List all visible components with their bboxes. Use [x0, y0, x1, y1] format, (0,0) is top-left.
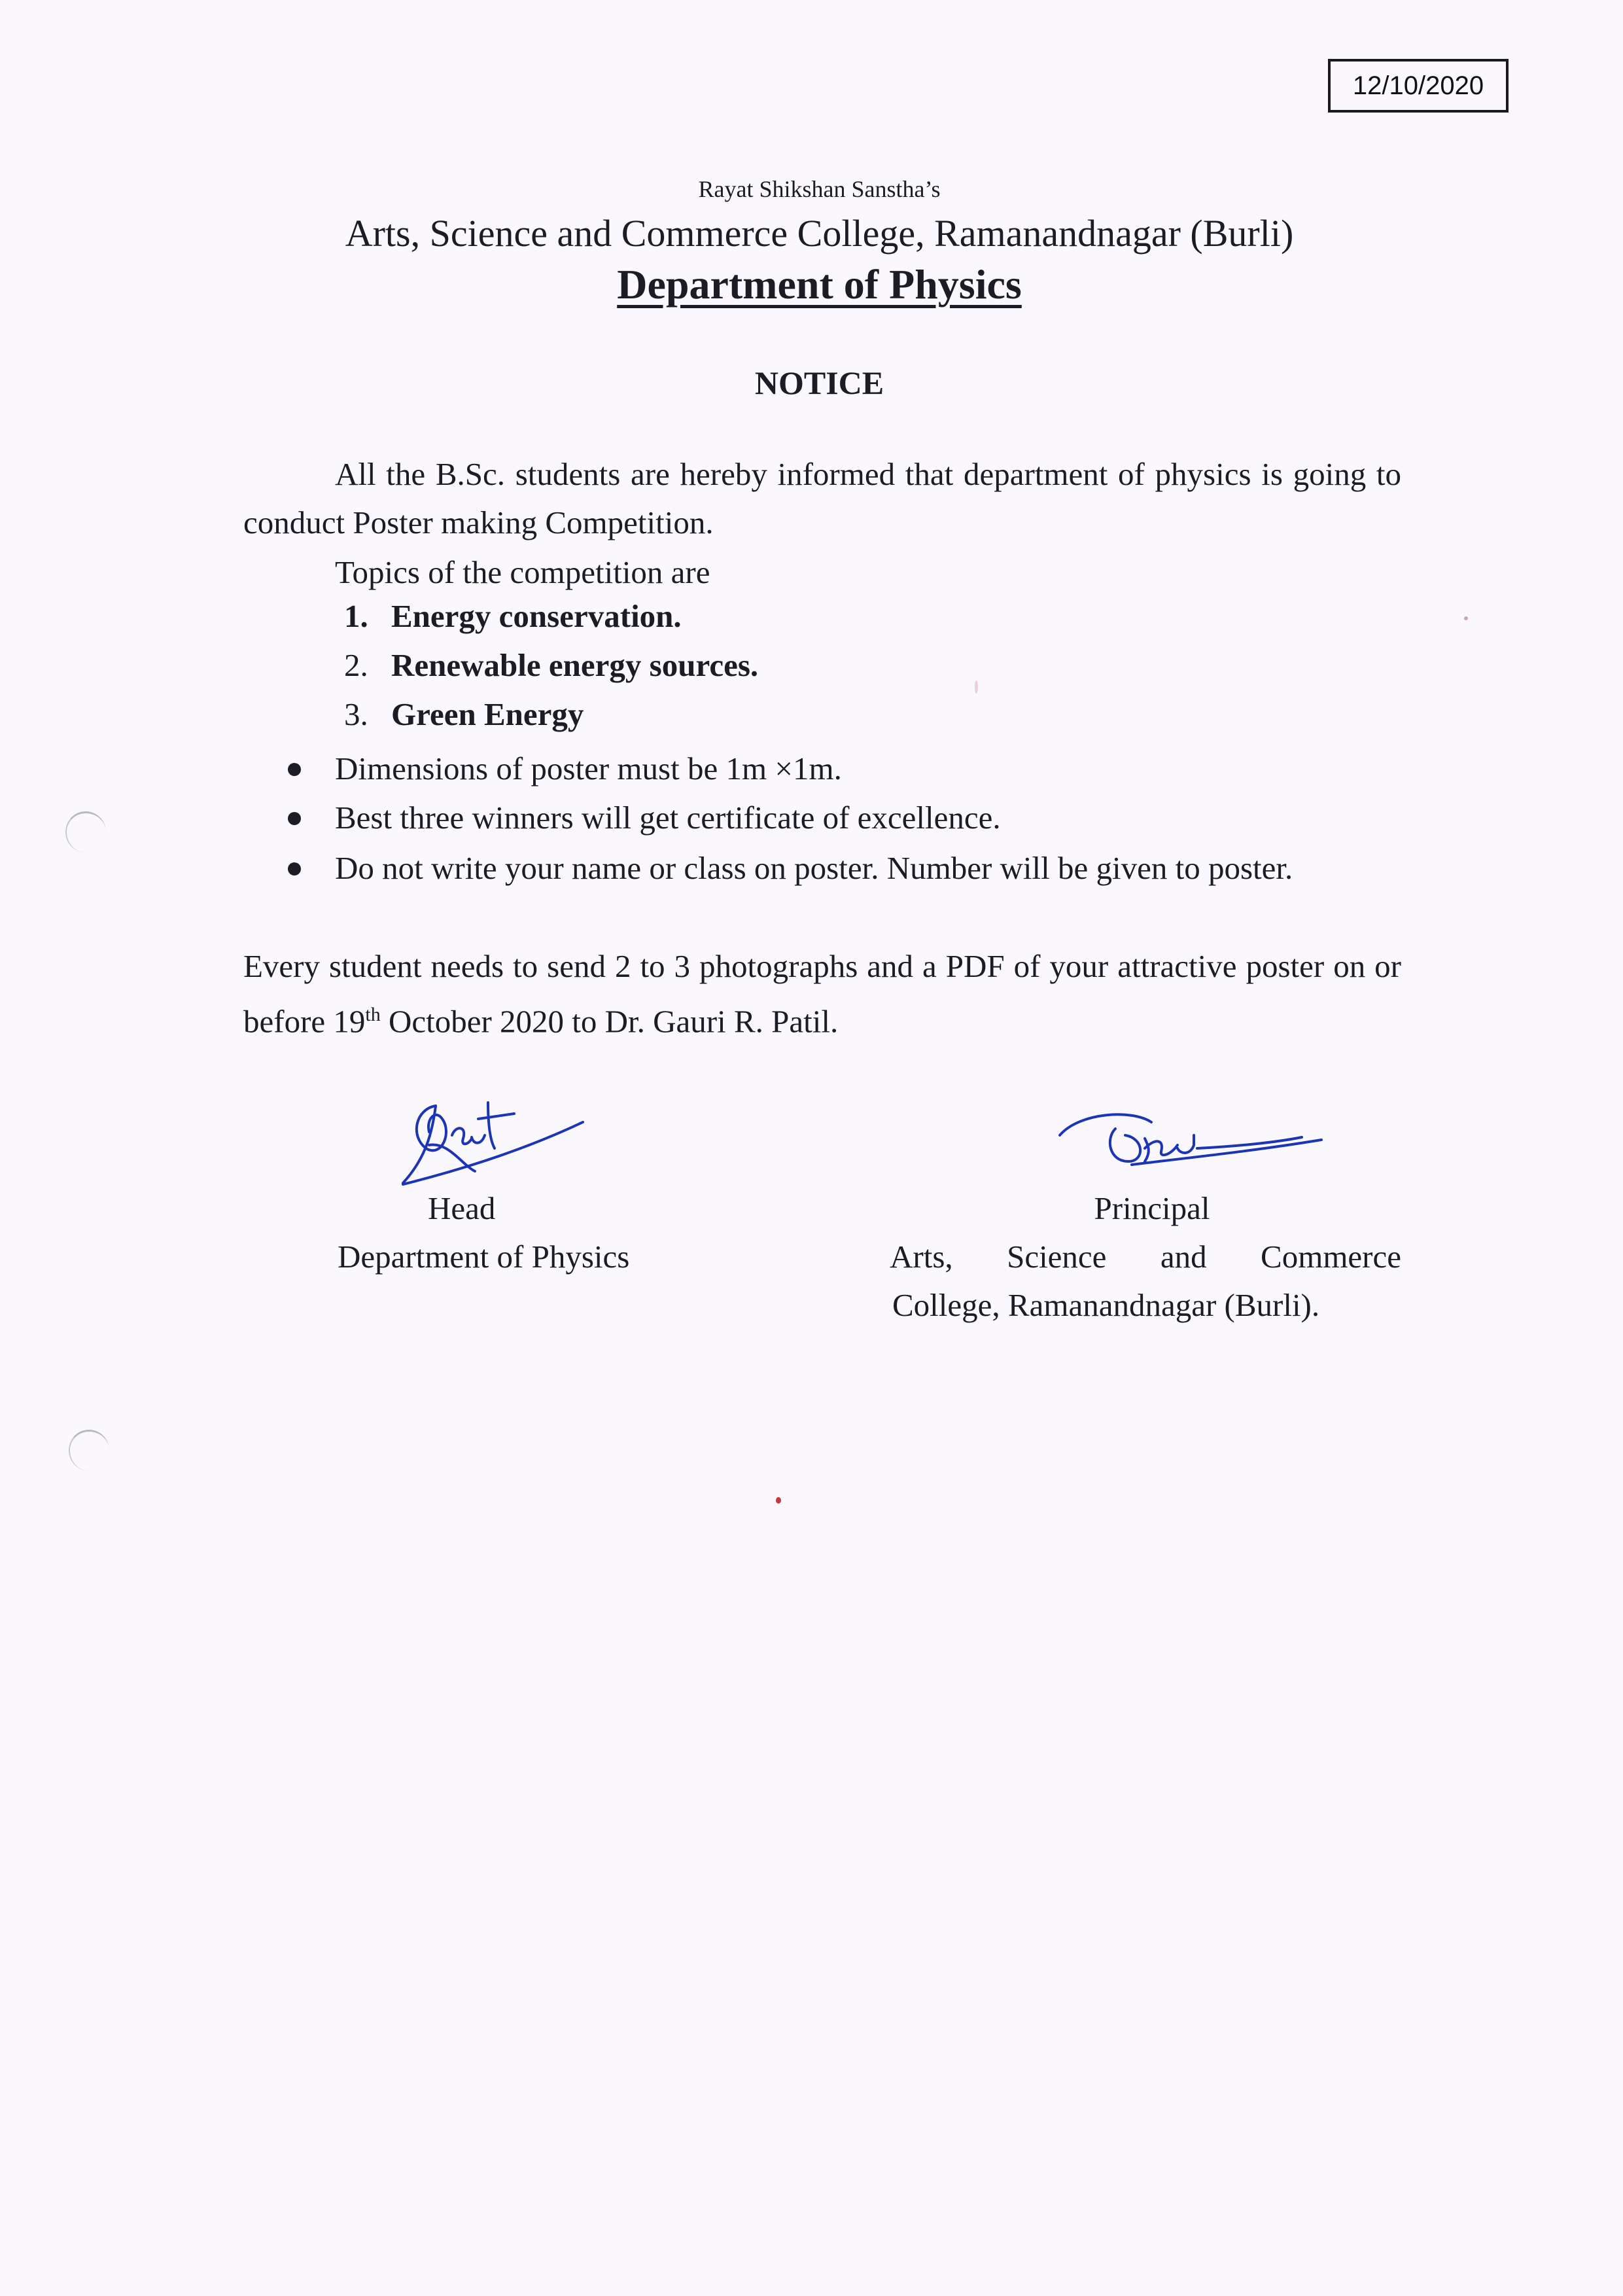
date-stamp: 12/10/2020 [1328, 59, 1509, 113]
principal-title: Principal [1094, 1190, 1210, 1226]
topic-item [344, 597, 682, 635]
notice-title: NOTICE [754, 364, 884, 401]
department-title: Department of Physics [617, 261, 1022, 308]
ink-speck [776, 1497, 781, 1504]
head-department: Department of Physics [338, 1239, 630, 1275]
sanstha-name: Rayat Shikshan Sanstha’s [698, 176, 941, 202]
topic-text: Energy conservation. [391, 598, 682, 634]
closing-instructions [243, 942, 1401, 1046]
topic-number: 2. [344, 647, 368, 683]
ink-speck [1464, 616, 1468, 620]
closing-text-end: October 2020 to Dr. Gauri R. Patil. [380, 1003, 839, 1040]
punch-hole [65, 811, 106, 853]
rule-text: Do not write your name or class on poster. Number will be given to poster. [335, 850, 1293, 886]
rule-text: Dimensions of poster must be 1m ×1m. [335, 751, 842, 786]
topic-number: 1. [344, 598, 368, 634]
topics-intro: Topics of the competition are [335, 554, 710, 590]
rule-text: Best three winners will get certificate of excellence. [335, 800, 1001, 836]
closing-text: Every student needs to send 2 to 3 photographs and a PDF of your attractive poster on or before 19 [243, 948, 1401, 1040]
ordinal-suffix: th [365, 1004, 381, 1025]
principal-signature [1053, 1099, 1328, 1184]
notice-intro: All the B.Sc. students are hereby informed that department of physics is going to conduct Poster making Competition. [243, 456, 1401, 540]
topic-item [344, 646, 758, 684]
ink-speck [975, 680, 978, 694]
topic-number: 3. [344, 696, 368, 732]
punch-hole [69, 1430, 109, 1471]
bullet-icon [288, 812, 301, 825]
bullet-icon [288, 862, 301, 875]
topic-item [344, 696, 584, 733]
head-signatory [338, 1184, 730, 1281]
principal-institution-line2: College, Ramanandnagar (Burli). [892, 1287, 1320, 1323]
college-name: Arts, Science and Commerce College, Ramanandnagar (Burli) [345, 212, 1294, 255]
topic-text: Green Energy [391, 696, 584, 732]
principal-institution-line1: Arts, Science and Commerce [890, 1239, 1401, 1275]
head-title: Head [428, 1190, 496, 1226]
bullet-icon [288, 763, 301, 776]
head-signature [390, 1073, 593, 1191]
topic-text: Renewable energy sources. [391, 647, 759, 683]
principal-signatory [890, 1184, 1401, 1330]
